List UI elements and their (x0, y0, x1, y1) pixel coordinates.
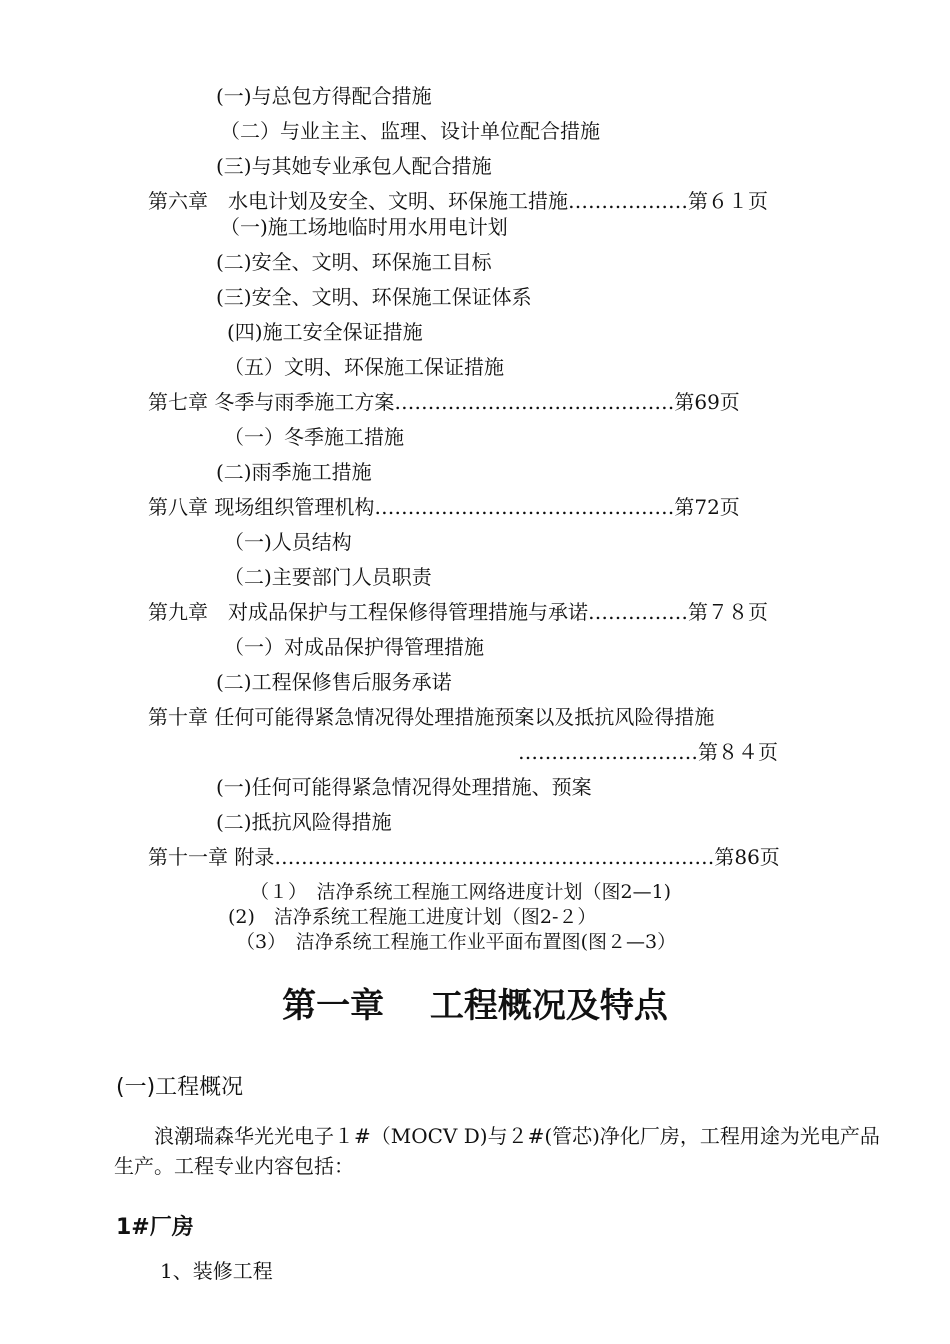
toc-chapter-entry: 第九章 对成品保护与工程保修得管理措施与承诺……………第７８页 (148, 600, 768, 624)
toc-section-item: (一)与总包方得配合措施 (216, 84, 432, 108)
toc-appendix-item: （3） 洁净系统工程施工作业平面布置图(图２—3） (236, 931, 677, 953)
list-item: 1、装修工程 (160, 1259, 273, 1283)
toc-section-item: （五）文明、环保施工保证措施 (224, 355, 504, 379)
toc-section-item: (二)工程保修售后服务承诺 (216, 670, 452, 694)
toc-chapter-entry: 第七章 冬季与雨季施工方案……………………………………第69页 (148, 390, 740, 414)
toc-section-item: (三)安全、文明、环保施工保证体系 (216, 285, 532, 309)
toc-section-item: （二）与业主主、监理、设计单位配合措施 (220, 119, 600, 143)
toc-appendix-item: (2) 洁净系统工程施工进度计划（图2-２） (228, 906, 597, 928)
toc-section-item: （一)人员结构 (224, 530, 352, 554)
toc-section-item: (二)雨季施工措施 (216, 460, 372, 484)
toc-section-item: (四)施工安全保证措施 (227, 320, 423, 344)
body-paragraph: 浪潮瑞森华光光电子１#（MOCV D)与２#(管芯)净化厂房，工程用途为光电产品生产。工程专业内容包括： (114, 1124, 880, 1178)
toc-section-item: （二)主要部门人员职责 (224, 565, 432, 589)
chapter-title: 第一章 工程概况及特点 (282, 986, 668, 1026)
subsection-title: 1#厂房 (116, 1215, 194, 1240)
toc-section-item: （一)施工场地临时用水用电计划 (220, 215, 508, 239)
toc-section-item: (一)任何可能得紧急情况得处理措施、预案 (216, 775, 592, 799)
toc-section-item: (二)安全、文明、环保施工目标 (216, 250, 492, 274)
toc-page-ref: ………………………第８４页 (518, 740, 778, 764)
toc-chapter-entry: 第六章 水电计划及安全、文明、环保施工措施………………第６１页 (148, 189, 768, 213)
toc-section-item: (三)与其她专业承包人配合措施 (216, 154, 492, 178)
toc-section-item: （一）冬季施工措施 (224, 425, 404, 449)
toc-section-item: (二)抵抗风险得措施 (216, 810, 392, 834)
section-title: (一)工程概况 (116, 1075, 244, 1100)
toc-chapter-entry: 第十一章 附录…………………………………………………………第86页 (148, 845, 780, 869)
toc-chapter-entry: 第十章 任何可能得紧急情况得处理措施预案以及抵抗风险得措施 (148, 705, 715, 729)
toc-appendix-item: （１） 洁净系统工程施工网络进度计划（图2—1) (250, 881, 672, 903)
toc-section-item: （一）对成品保护得管理措施 (224, 635, 484, 659)
toc-chapter-entry: 第八章 现场组织管理机构………………………………………第72页 (148, 495, 740, 519)
